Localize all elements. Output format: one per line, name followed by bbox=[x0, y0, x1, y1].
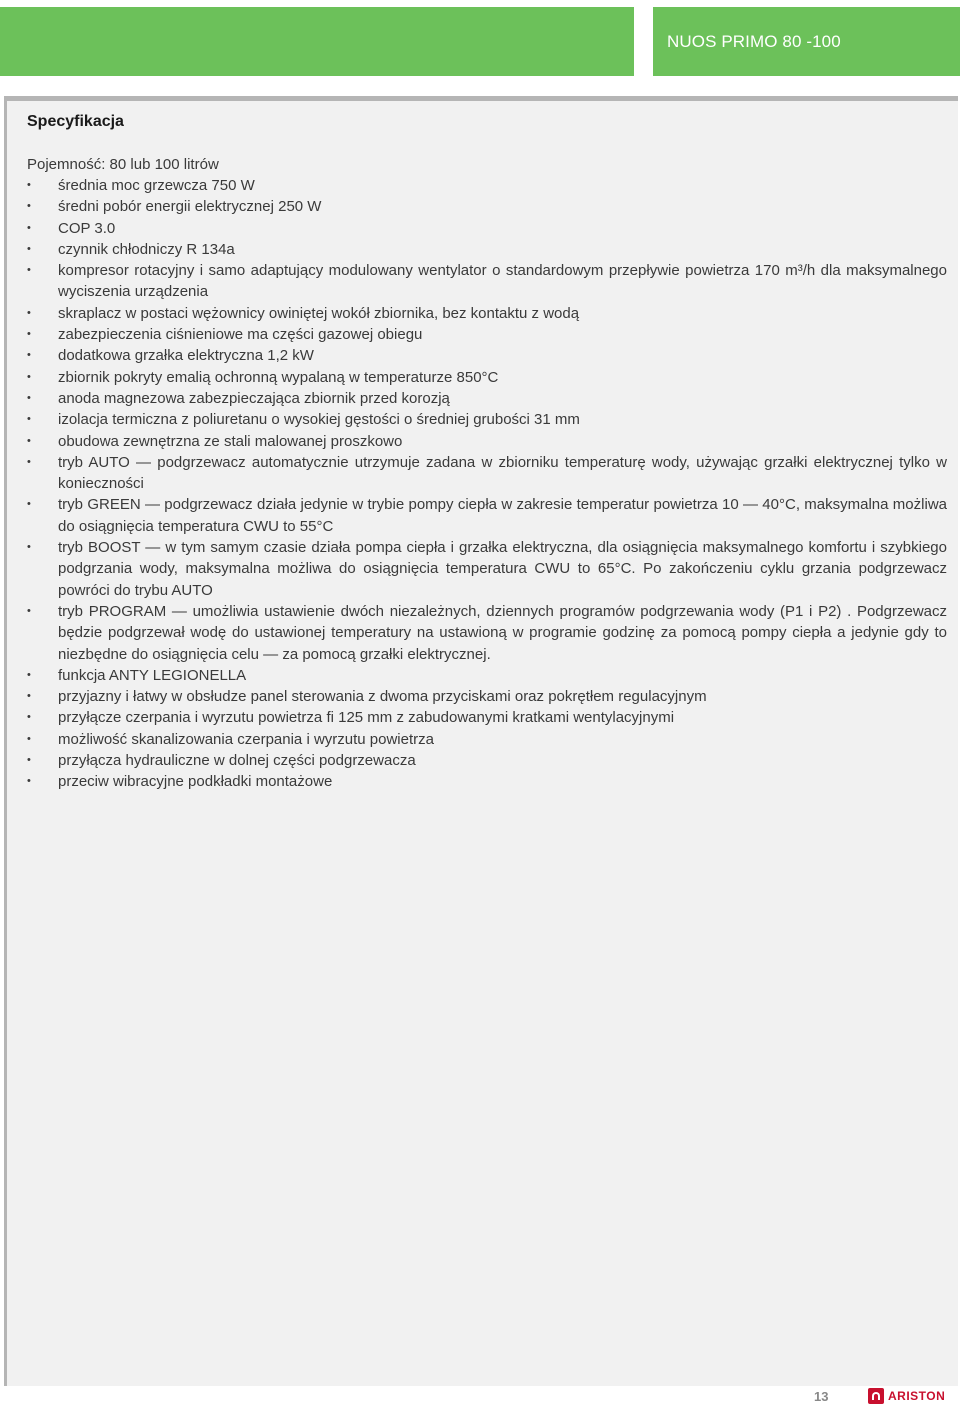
ariston-logo bbox=[868, 1386, 956, 1406]
list-item: • średnia moc grzewcza 750 W bbox=[27, 175, 947, 196]
list-item: • skraplacz w postaci wężownicy owiniętej wokół zbiornika, bez kontaktu z wodą bbox=[27, 303, 947, 324]
list-item: • kompresor rotacyjny i samo adaptujący modulowany wentylator o standardowym przepływie powietrza 170 m³/h dla maksymalnego wyciszenia urządzenia bbox=[27, 260, 947, 303]
logo-text: ARISTON bbox=[888, 1389, 946, 1403]
product-title: NUOS PRIMO 80 -100 bbox=[667, 32, 841, 51]
list-item: • anoda magnezowa zabezpieczająca zbiornik przed korozją bbox=[27, 388, 947, 409]
list-item: • tryb PROGRAM — umożliwia ustawienie dwóch niezależnych, dziennych programów podgrzewania wody (P1 i P2) . Podgrzewacz będzie podgrzewał wodę do ustawionej temperatury na ustawioną w programie godzinę za pomocą pompy ciepła a jedynie gdy to niezbędne do osiągnięcia celu — za pomocą grzałki elektrycznej. bbox=[27, 601, 947, 665]
page-number: 13 bbox=[814, 1389, 829, 1404]
list-item: • przeciw wibracyjne podkładki montażowe bbox=[27, 771, 947, 792]
list-item: • przyjazny i łatwy w obsłudze panel sterowania z dwoma przyciskami oraz pokrętłem regulacyjnym bbox=[27, 686, 947, 707]
specification-panel bbox=[4, 96, 958, 1386]
capacity-line: Pojemność: 80 lub 100 litrów bbox=[27, 156, 219, 173]
list-item: • funkcja ANTY LEGIONELLA bbox=[27, 665, 947, 686]
list-item: • dodatkowa grzałka elektryczna 1,2 kW bbox=[27, 345, 947, 366]
list-item: • tryb GREEN — podgrzewacz działa jedynie w trybie pompy ciepła w zakresie temperatur powietrza 10 — 40°C, maksymalna możliwa do osiągnięcia temperatura CWU to 55°C bbox=[27, 494, 947, 537]
section-heading: Specyfikacja bbox=[27, 113, 124, 130]
list-item: • przyłącze czerpania i wyrzutu powietrza fi 125 mm z zabudowanymi kratkami wentylacyjnymi bbox=[27, 707, 947, 728]
list-item: • przyłącza hydrauliczne w dolnej części podgrzewacza bbox=[27, 750, 947, 771]
specification-list bbox=[27, 175, 947, 793]
list-item: • zabezpieczenia ciśnieniowe ma części gazowej obiegu bbox=[27, 324, 947, 345]
list-item: • COP 3.0 bbox=[27, 218, 947, 239]
list-item: • tryb AUTO — podgrzewacz automatycznie utrzymuje zadana w zbiorniku temperaturę wody, używając grzałki elektrycznej tylko w konieczności bbox=[27, 452, 947, 495]
ariston-logo-icon bbox=[868, 1388, 884, 1404]
list-item: • izolacja termiczna z poliuretanu o wysokiej gęstości o średniej grubości 31 mm bbox=[27, 409, 947, 430]
header-bar-left bbox=[0, 7, 634, 76]
list-item: • możliwość skanalizowania czerpania i wyrzutu powietrza bbox=[27, 729, 947, 750]
list-item: • czynnik chłodniczy R 134a bbox=[27, 239, 947, 260]
list-item: • obudowa zewnętrzna ze stali malowanej proszkowo bbox=[27, 431, 947, 452]
list-item: • tryb BOOST — w tym samym czasie działa pompa ciepła i grzałka elektryczna, dla osiągnięcia maksymalnego komfortu i szybkiego podgrzania wody, maksymalna możliwa do osiągnięcia temperatura CWU to 65°C. Po zakończeniu cyklu grzania podgrzewacz powróci do trybu AUTO bbox=[27, 537, 947, 601]
list-item: • zbiornik pokryty emalią ochronną wypalaną w temperaturze 850°C bbox=[27, 367, 947, 388]
list-item: • średni pobór energii elektrycznej 250 W bbox=[27, 196, 947, 217]
